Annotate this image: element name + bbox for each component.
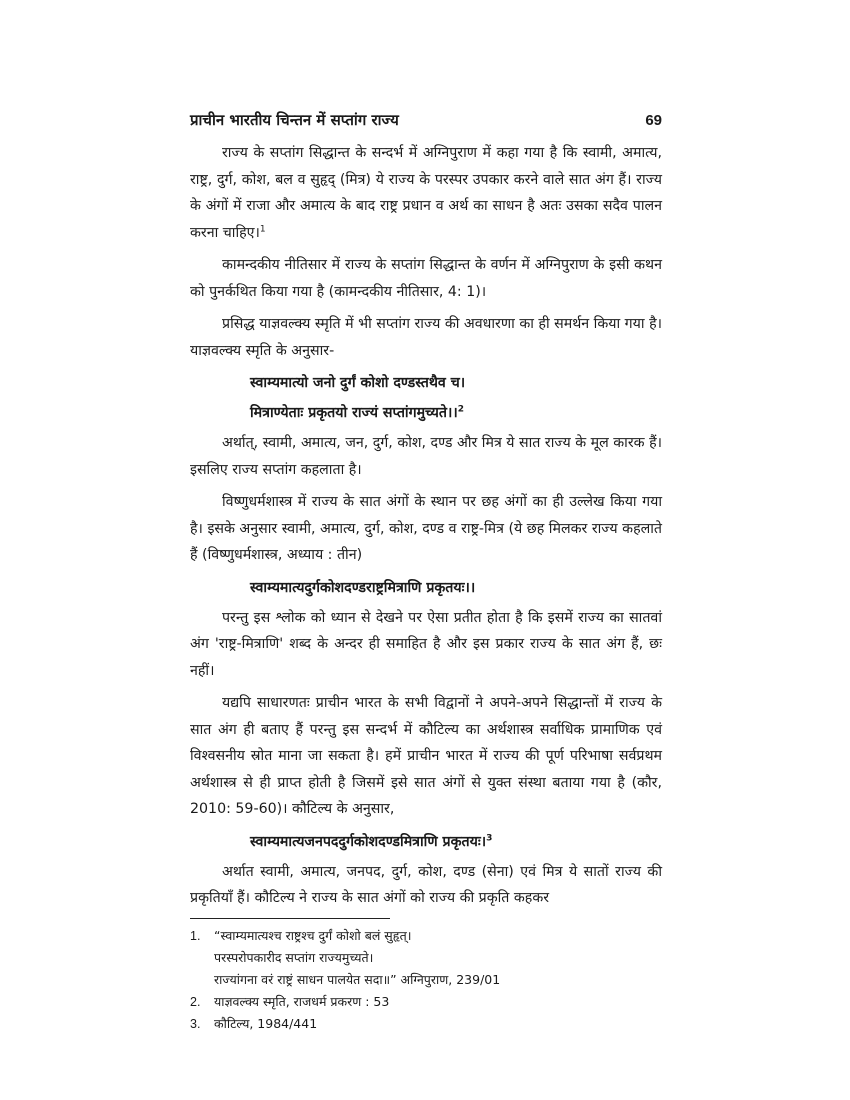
footnote-ref-2: 2	[457, 404, 465, 415]
paragraph-5: विष्णुधर्मशास्त्र में राज्य के सात अंगों के स्थान पर छह अंगों का ही उल्लेख किया गया है। इसके अनुसार स्वामी, अमात्य, दुर्ग, कोश, दण्ड व राष्ट्र-मित्र (ये छह मिलकर राज्य कहलाते हैं (विष्णुधर्मशास्त्र, अध्याय : तीन)	[190, 494, 662, 563]
running-header	[190, 110, 662, 130]
footnote-divider	[190, 918, 390, 919]
footnote-ref-3: 3	[486, 832, 493, 843]
footnote-3: 3. कौटिल्य, 1984/441	[190, 1015, 318, 1031]
verse-line: मित्राण्येताः प्रकृतयो राज्यं सप्तांगमुच्यते।।$^2$	[250, 404, 465, 421]
footnote-ref-1: 1	[259, 223, 266, 234]
paragraph-7: यद्यपि साधारणतः प्राचीन भारत के सभी विद्वानों ने अपने-अपने सिद्धान्तों में राज्य के सात अंग ही बताए हैं परन्तु इस सन्दर्भ में कौटिल्य का अर्थशास्त्र सर्वाधिक प्रामाणिक एवं विश्वसनीय स्रोत माना जा सकता है। हमें प्राचीन भारत में राज्य की पूर्ण परिभाषा सर्वप्रथम अर्थशास्त्र से ही प्राप्त होती है जिसमें इसे सात अंगों से युक्त संस्था बताया गया है (कौर, 2010: 59-60)। कौटिल्य के अनुसार,	[190, 695, 662, 817]
paragraph-6: परन्तु इस श्लोक को ध्यान से देखने पर ऐसा प्रतीत होता है कि इसमें राज्य का सातवां अंग 'राष्ट्र-मित्राणि' शब्द के अन्दर ही समाहित है और इस प्रकार राज्य के सात अंग हैं, छः नहीं।	[190, 609, 662, 679]
verse-line: स्वाम्यमात्यो जनो दुर्गं कोशो दण्डस्तथैव च।	[250, 375, 466, 391]
page-number: 69	[645, 112, 662, 129]
footnote-1: 1. “स्वाम्यमात्यश्च राष्ट्रश्च दुर्गं कोशो बलं सुहृत्। परस्परोपकारीद सप्तांग राज्यमुच्यते। राज्यांगना वरं राष्ट्रं साधन पालयेत सदा॥” अग्निपुराण, 239/01	[190, 927, 501, 987]
verse-line: स्वाम्यमात्यदुर्गकोशदण्डराष्ट्रमित्राणि प्रकृतयः।।	[250, 579, 476, 596]
paragraph-4: अर्थात्, स्वामी, अमात्य, जन, दुर्ग, कोश, दण्ड और मित्र ये सात राज्य के मूल कारक हैं। इसलिए राज्य सप्तांग कहलाता है।	[190, 435, 662, 478]
paragraph-1: राज्य के सप्तांग सिद्धान्त के सन्दर्भ में अग्निपुराण में कहा गया है कि स्वामी, अमात्य, राष्ट्र, दुर्ग, कोश, बल व सुहृद् (मित्र) ये राज्य के परस्पर उपकार करने वाले सात अंग हैं। राज्य के अंगों में राजा और अमात्य के बाद राष्ट्र प्रधान व अर्थ का साधन है अतः उसका सदैव पालन करना चाहिए।$^1$	[190, 145, 662, 241]
verse-line: स्वाम्यमात्यजनपददुर्गकोशदण्डमित्राणि प्रकृतयः।$^3$	[250, 832, 493, 850]
paragraph-8: अर्थात स्वामी, अमात्य, जनपद, दुर्ग, कोश, दण्ड (सेना) एवं मित्र ये सातों राज्य की प्रकृतियाँ हैं। कौटिल्य ने राज्य के सात अंगों को राज्य की प्रकृति कहकर	[190, 863, 662, 906]
paragraph-2: कामन्दकीय नीतिसार में राज्य के सप्तांग सिद्धान्त के वर्णन में अग्निपुराण के इसी कथन को पुनर्कथित किया गया है (कामन्दकीय नीतिसार, 4: 1)।	[190, 257, 662, 300]
footnote-2: 2. याज्ञवल्क्य स्मृति, राजधर्म प्रकरण : 53	[190, 993, 390, 1009]
paragraph-3: प्रसिद्ध याज्ञवल्क्य स्मृति में भी सप्तांग राज्य की अवधारणा का ही समर्थन किया गया है। याज्ञवल्क्य स्मृति के अनुसार-	[190, 316, 662, 359]
running-title: प्राचीन भारतीय चिन्तन में सप्तांग राज्य	[190, 111, 399, 129]
document-page	[190, 110, 662, 1035]
